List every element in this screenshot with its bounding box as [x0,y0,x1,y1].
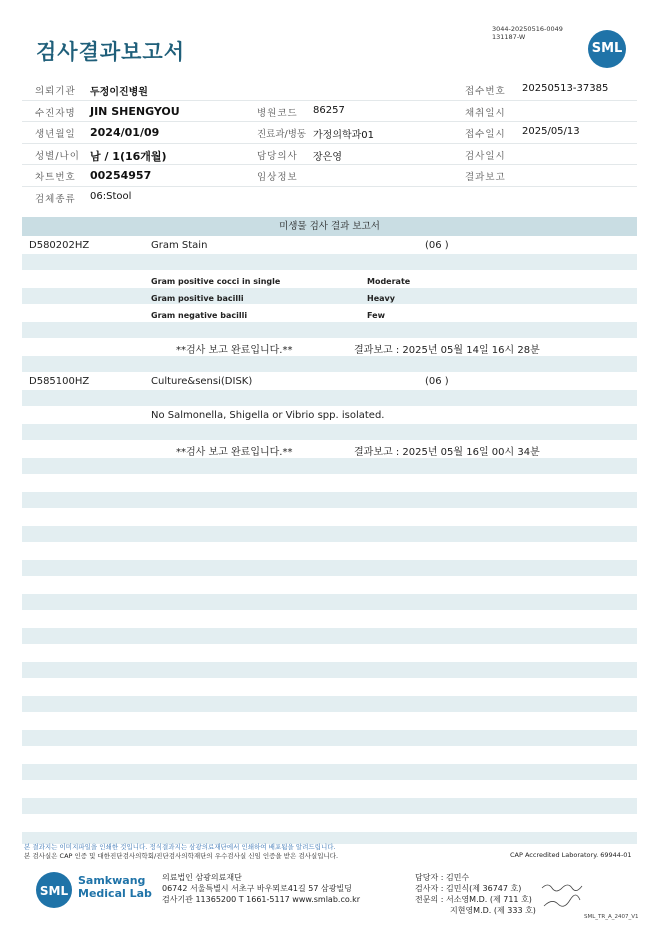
receipt-no-value: 20250513-37385 [522,83,609,94]
culture-result: No Salmonella, Shigella or Vibrio spp. isolated. [151,410,385,421]
brand-name [78,874,152,900]
organism-name: Gram negative bacilli [151,311,248,320]
manager: 담당자 : 김민수 [415,873,470,882]
row-stripe [22,526,637,542]
page-title: 검사결과보고서 [36,40,186,64]
info-label: 접수번호 [465,86,506,97]
row-stripe [22,764,637,780]
row-stripe [22,594,637,610]
sml-footer-logo-text: SML [39,884,69,898]
info-label: 진료과/병동 [257,129,307,140]
info-row [22,122,637,144]
row-stripe [22,662,637,678]
footer-signatures [415,872,536,916]
doctor-value: 장은영 [313,151,342,163]
test-name: Culture&sensi(DISK) [151,376,253,387]
patient-info-table [22,79,637,207]
test-specimen: (06 ) [425,240,449,251]
organism-amount: Heavy [367,294,395,303]
brand-line1: Samkwang [78,874,146,887]
chart-no-value: 00254957 [90,169,152,182]
sex-age-value: 남 / 1(16개월) [90,149,167,163]
row-stripe [22,254,637,270]
info-label: 접수일시 [465,129,506,140]
test-code: D585100HZ [29,376,90,387]
test-specimen: (06 ) [425,376,449,387]
info-label: 결과보고 [465,172,506,183]
report-time-text: 결과보고 : 2025년 05월 16일 00시 34분 [354,447,540,458]
organism-amount: Few [367,311,385,320]
report-section-title: 미생물 검사 결과 보고서 [22,217,637,236]
info-row [22,101,637,123]
info-label: 병원코드 [257,107,298,119]
row-stripe [22,458,637,474]
specimen-value: 06:Stool [90,190,132,202]
info-row [22,165,637,187]
info-label: 성별/나이 [35,150,80,162]
row-stripe [22,730,637,746]
row-stripe [22,696,637,712]
cap-accreditation: CAP Accredited Laboratory. 69944-01 [510,851,632,859]
row-stripe [22,424,637,440]
test-code: D580202HZ [29,240,90,251]
document-code-line1: 3044-20250516-0049 [492,25,563,33]
contact: 검사기관 11365200 T 1661-5117 www.smlab.co.kr [162,895,361,904]
info-label: 수진자명 [35,107,76,119]
specialist-label: 전문의 : [415,895,444,904]
dept-value: 가정의학과01 [313,130,375,141]
row-stripe [22,560,637,576]
row-stripe [22,492,637,508]
info-label: 담당의사 [257,150,298,162]
footer-note: 본 결과지는 이미지파일을 인쇄한 것입니다. 정식결과지는 삼광의료재단에서 인쇄하여 배포됨을 알려드립니다. [24,843,336,851]
info-label: 생년월일 [35,129,76,140]
form-code: SML_TR_A_2407_V1 [584,914,639,920]
row-stripe [22,356,637,372]
report-complete-text: **검사 보고 완료입니다.** [176,447,293,458]
org-name: 의료법인 삼광의료재단 [162,873,242,882]
info-row [22,187,637,208]
examiner: 검사자 : 김민식(제 36747 호) [415,884,522,893]
brand-line2: Medical Lab [78,887,152,900]
report-time-text: 결과보고 : 2025년 05월 14일 16시 28분 [354,345,540,356]
specialist-line [415,894,536,905]
document-code [492,25,563,41]
info-label: 채취일시 [465,107,506,119]
signature-image [540,880,590,910]
hospital-value: 두정이진병원 [90,87,148,98]
organism-amount: Moderate [367,277,411,286]
info-row [22,144,637,166]
info-label: 의뢰기관 [35,86,76,97]
test-name: Gram Stain [151,240,208,251]
specialist-1: 서소영M.D. (제 711 호) [445,895,532,904]
sml-logo-text: SML [591,41,623,56]
birth-value: 2024/01/09 [90,126,160,139]
info-label: 차트번호 [35,172,76,183]
organism-name: Gram positive bacilli [151,294,244,303]
info-row [22,79,637,101]
document-code-line2: 131187-W [492,33,526,41]
specialist-2: 지현영M.D. (제 333 호) [450,906,536,915]
hospital-code-value: 86257 [313,104,345,116]
patient-name-value: JIN SHENGYOU [90,104,180,118]
report-complete-text: **검사 보고 완료입니다.** [176,345,293,356]
row-stripe [22,322,637,338]
info-label: 검사일시 [465,150,506,162]
organism-name: Gram positive cocci in single [151,277,281,286]
footer-address [162,872,360,905]
info-label: 검체종류 [35,193,76,205]
row-stripe [22,288,637,304]
row-stripe [22,798,637,814]
footer-accreditation: 본 검사실은 CAP 인증 및 대한진단검사의학회/진단검사의학재단의 우수검사실 신임 인증을 받은 검사실입니다. [24,852,339,860]
address: 06742 서울특별시 서초구 바우뫼로41길 57 삼광빌딩 [162,884,352,893]
receipt-date-value: 2025/05/13 [522,126,580,137]
row-stripe [22,628,637,644]
info-label: 임상정보 [257,172,298,183]
row-stripe [22,390,637,406]
